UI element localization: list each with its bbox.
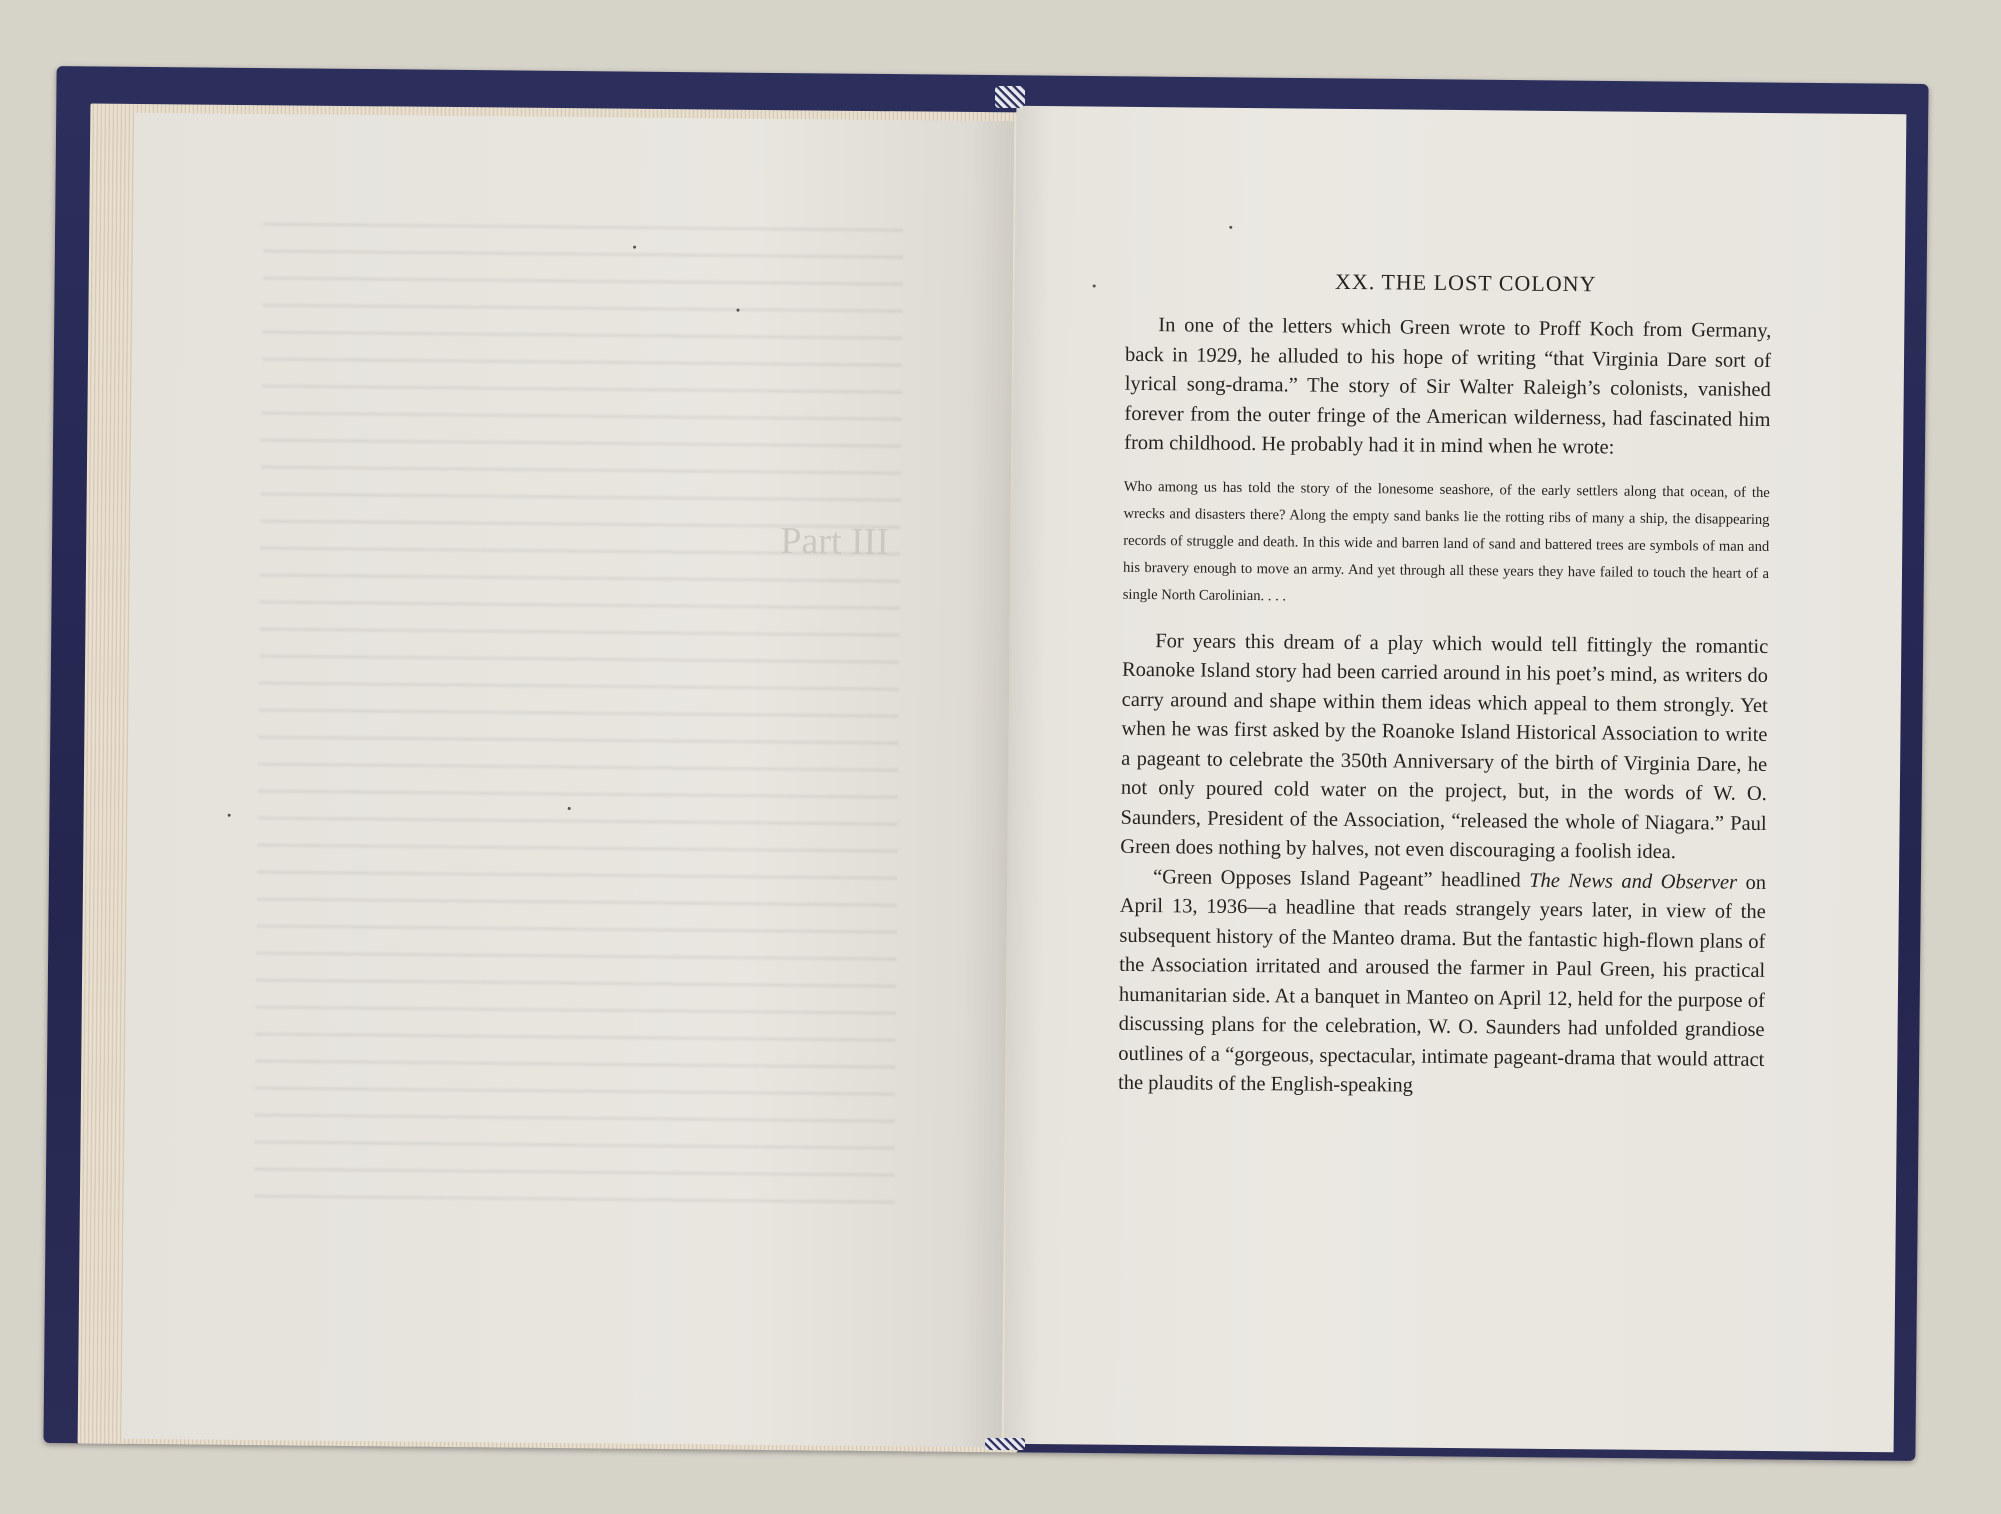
left-page	[122, 113, 1015, 1447]
right-page	[1004, 106, 1907, 1452]
speck	[568, 807, 571, 810]
show-through-heading: Part III	[780, 520, 890, 564]
binding-stitch-top	[995, 86, 1025, 108]
show-through-text	[254, 204, 904, 1210]
page-text	[1118, 267, 1772, 1105]
speck	[1229, 226, 1232, 229]
speck	[1093, 284, 1096, 287]
paragraph-3	[1118, 862, 1766, 1104]
paragraph-1: In one of the letters which Green wrote to Proff Koch from Germany, back in 1929, he alluded to his hope of writing “that Virginia Dare sort of lyrical song-drama.” The story of Sir Walter Raleigh’s colonists, vanished forever from the outer fringe of the American wilderness, had fascinated him from childhood. He probably had it in mind when he wrote:	[1124, 314, 1772, 459]
speck	[633, 246, 636, 249]
paragraph-3-end: on April 13, 1936—a headline that reads strangely years later, in view of the subsequent history of the Manteo drama. But the fantastic high-flown plans of the Association irritated and aroused the farmer in Paul Green, his practical humanitarian side. At a banquet in Manteo on April 12, held for the purpose of discussing plans for the celebration, W. O. Saunders had unfolded grandiose outlines of a “gorgeous, spectacular, intimate pageant-drama that would attract the plaudits of the English-speaking	[1117, 871, 1767, 1097]
speck	[737, 309, 740, 312]
binding-stitch-bottom	[985, 1438, 1025, 1450]
speck	[228, 814, 231, 817]
chapter-title: XX. THE LOST COLONY	[1334, 268, 1597, 297]
newspaper-title: The News and Observer	[1529, 869, 1738, 894]
paragraph-3-start: “Green Opposes Island Pageant” headlined	[1152, 865, 1530, 892]
block-quote: Who among us has told the story of the lonesome seashore, of the early settlers along that ocean, of the wrecks and disasters there? Along the empty sand banks lie the rotting ribs of many a ship, the disappearing records of struggle and death. In this wide and barren land of sand and battered trees are symbols of man and his bravery enough to move an army. And yet through all these years they have failed to touch the heart of a single North Carolinian. . . .	[1122, 478, 1770, 604]
paragraph-2: For years this dream of a play which would tell fittingly the romantic Roanoke Island story had been carried around in his poet’s mind, as writers do carry around and shape within them ideas which appeal to them strongly. Yet when he was first asked by the Roanoke Island Historical Association to write a pageant to celebrate the 350th Anniversary of the birth of Virginia Dare, he not only poured cold water on the project, but, in the words of W. O. Saunders, President of the Association, “released the whole of Niagara.” Paul Green does nothing by halves, not even discouraging a foolish idea.	[1120, 629, 1769, 864]
